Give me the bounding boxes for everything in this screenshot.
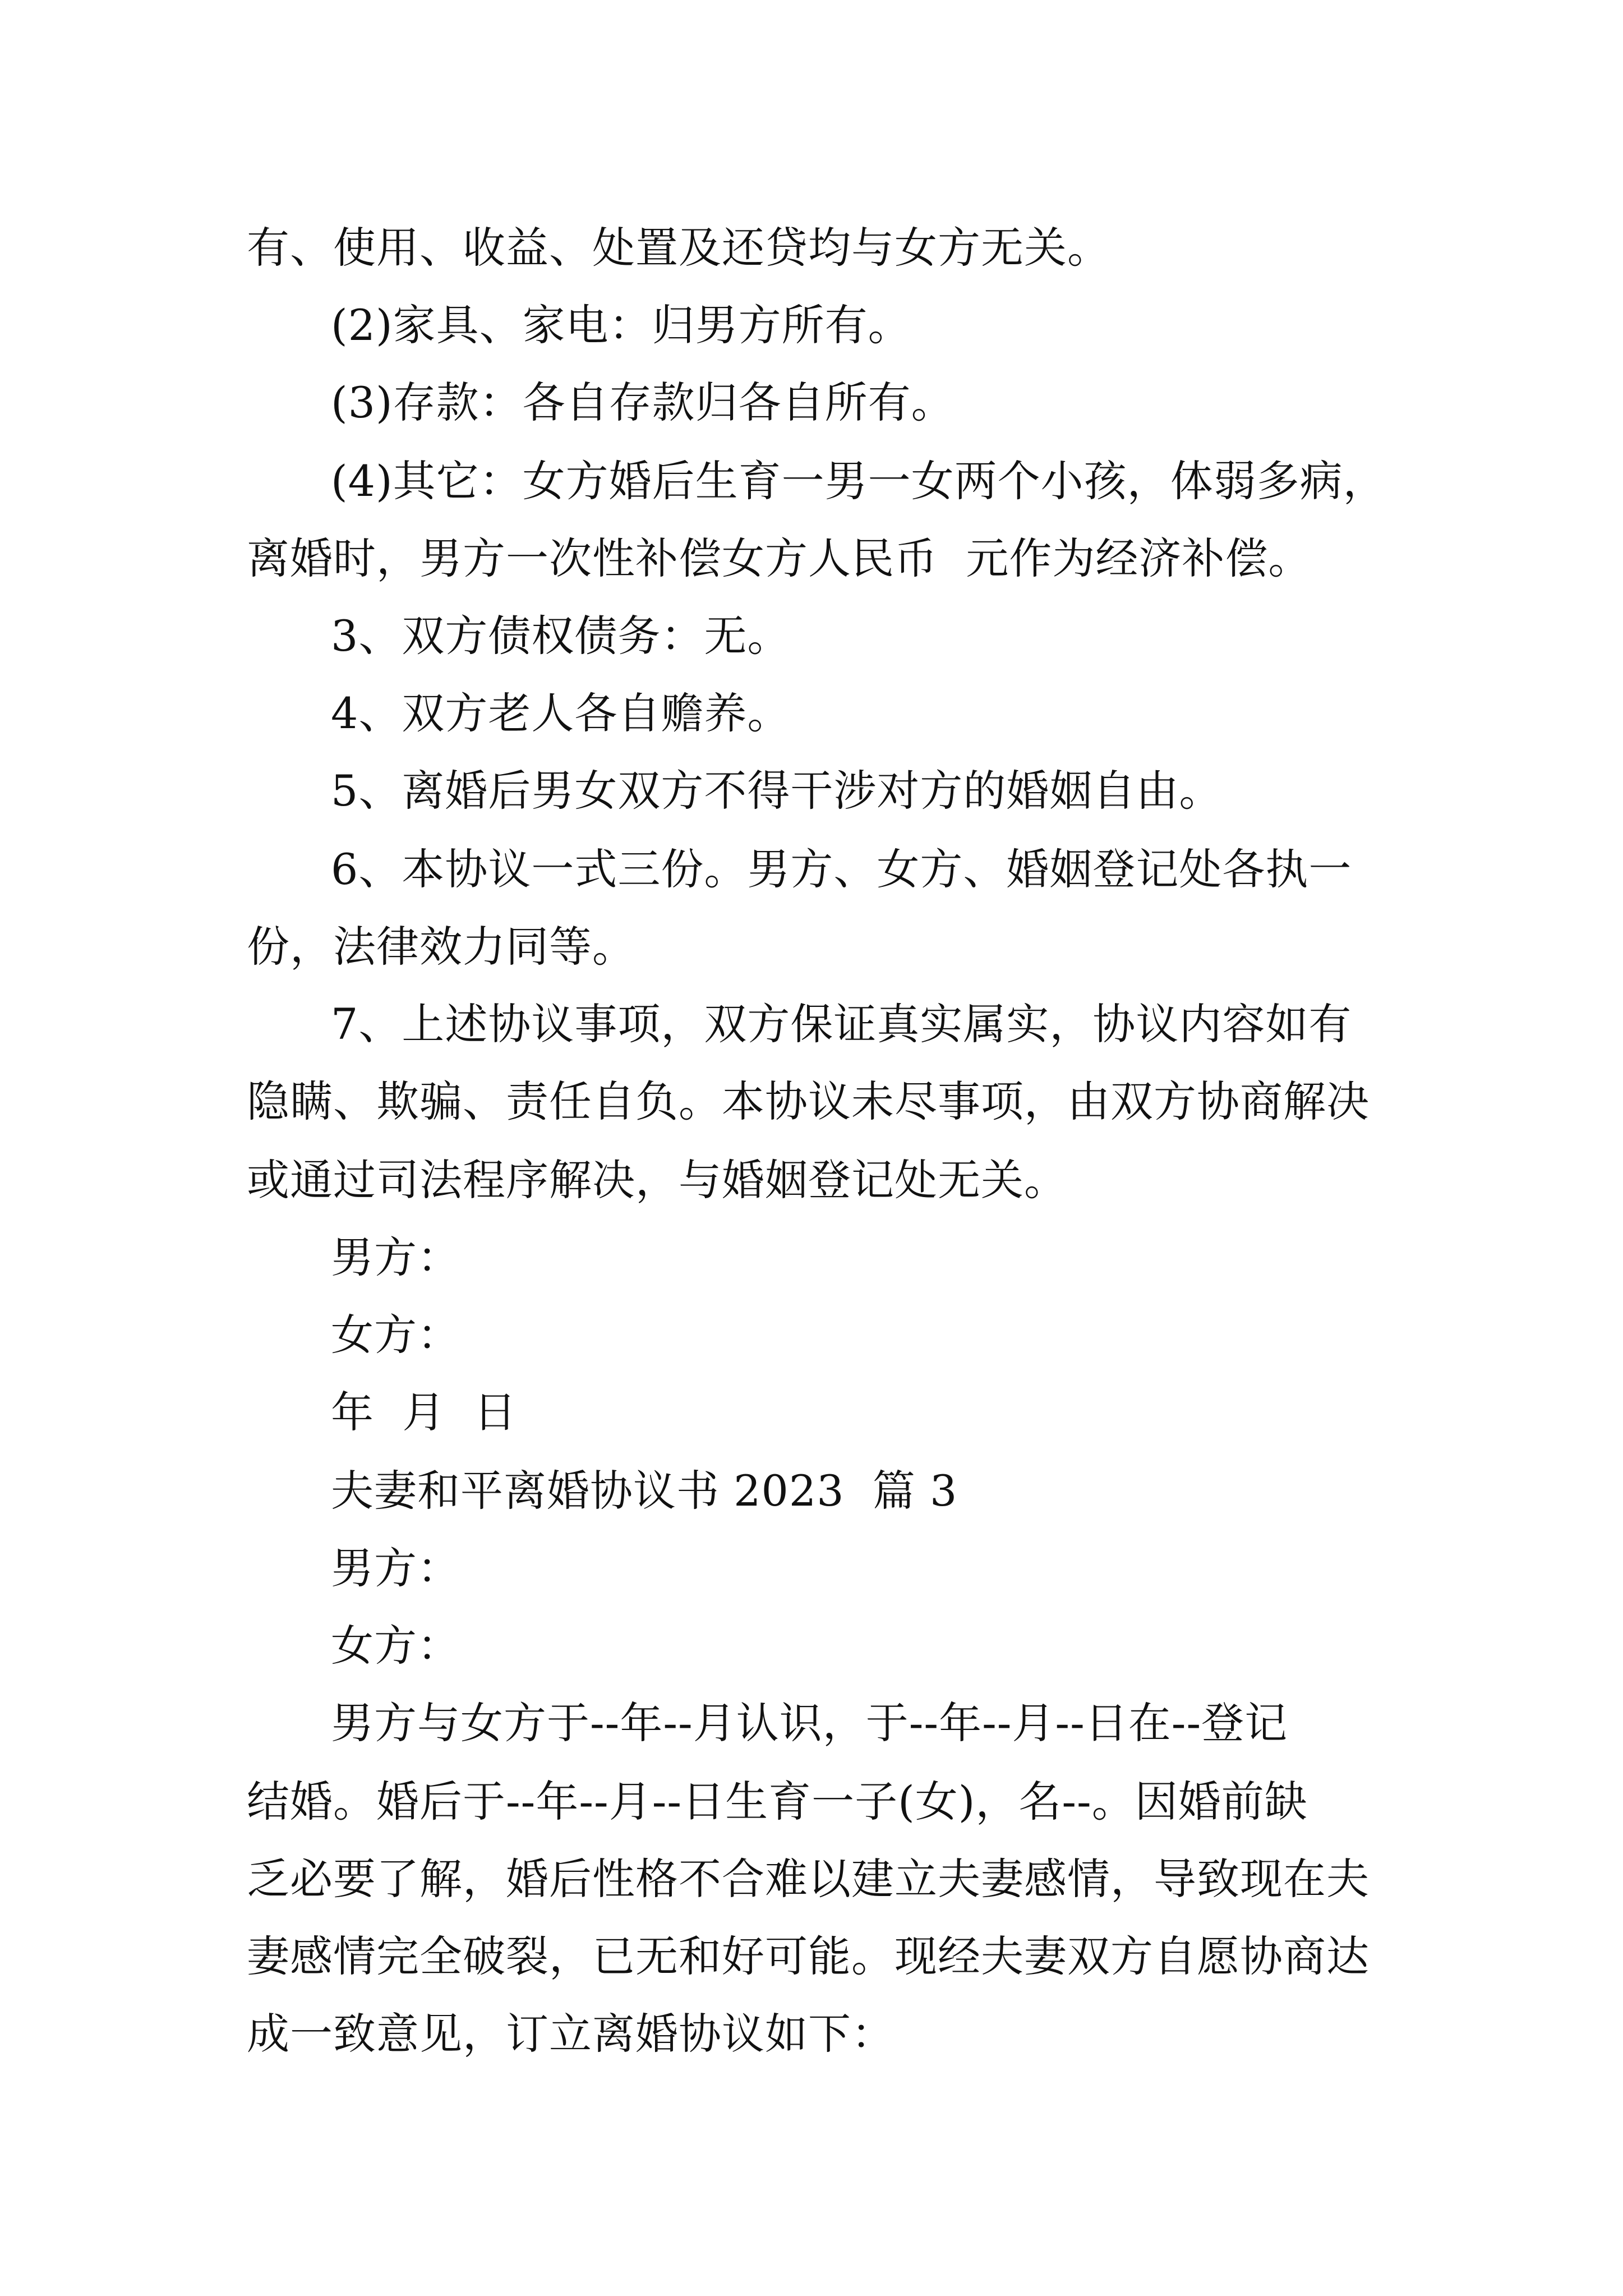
text-line: (3)存款：各自存款归各自所有。 [331,378,955,427]
text-line: 结婚。婚后于--年--月--日生育一子(女)，名--。因婚前缺 [247,1777,1308,1826]
text-line: (2)家具、家电：归男方所有。 [331,300,911,350]
text-line: 4、双方老人各自赡养。 [331,688,791,738]
text-line: 男方与女方于--年--月认识，于--年--月--日在--登记 [331,1698,1288,1748]
text-line: 或通过司法程序解决，与婚姻登记处无关。 [247,1155,1067,1205]
text-line: 离婚时，男方一次性补偿女方人民币 元作为经济补偿。 [247,533,1312,583]
signature-label-female: 女方： [331,1621,460,1671]
text-line: 有、使用、收益、处置及还贷均与女方无关。 [247,223,1110,273]
signature-label-female: 女方： [331,1310,460,1360]
text-line: 妻感情完全破裂，已无和好可能。现经夫妻双方自愿协商达 [247,1931,1370,1981]
text-line: 乏必要了解，婚后性格不合难以建立夫妻感情，导致现在夫 [247,1854,1370,1904]
section-heading: 夫妻和平离婚协议书 2023 篇 3 [331,1466,958,1516]
text-line: 成一致意见，订立离婚协议如下： [247,2009,895,2059]
text-line: 5、离婚后男女双方不得干涉对方的婚姻自由。 [331,766,1223,816]
text-line: 隐瞒、欺骗、责任自负。本协议未尽事项，由双方协商解决 [247,1076,1370,1126]
signature-label-male: 男方： [331,1543,460,1593]
signature-label-male: 男方： [331,1232,460,1282]
text-line: 6、本协议一式三份。男方、女方、婚姻登记处各执一 [331,844,1352,894]
text-line: 3、双方债权债务：无。 [331,611,791,661]
text-line: 7、上述协议事项，双方保证真实属实，协议内容如有 [331,999,1352,1049]
date-line: 年 月 日 [331,1387,517,1437]
text-line: (4)其它：女方婚后生育一男一女两个小孩，体弱多病， [331,456,1386,506]
text-line: 份，法律效力同等。 [247,922,635,972]
